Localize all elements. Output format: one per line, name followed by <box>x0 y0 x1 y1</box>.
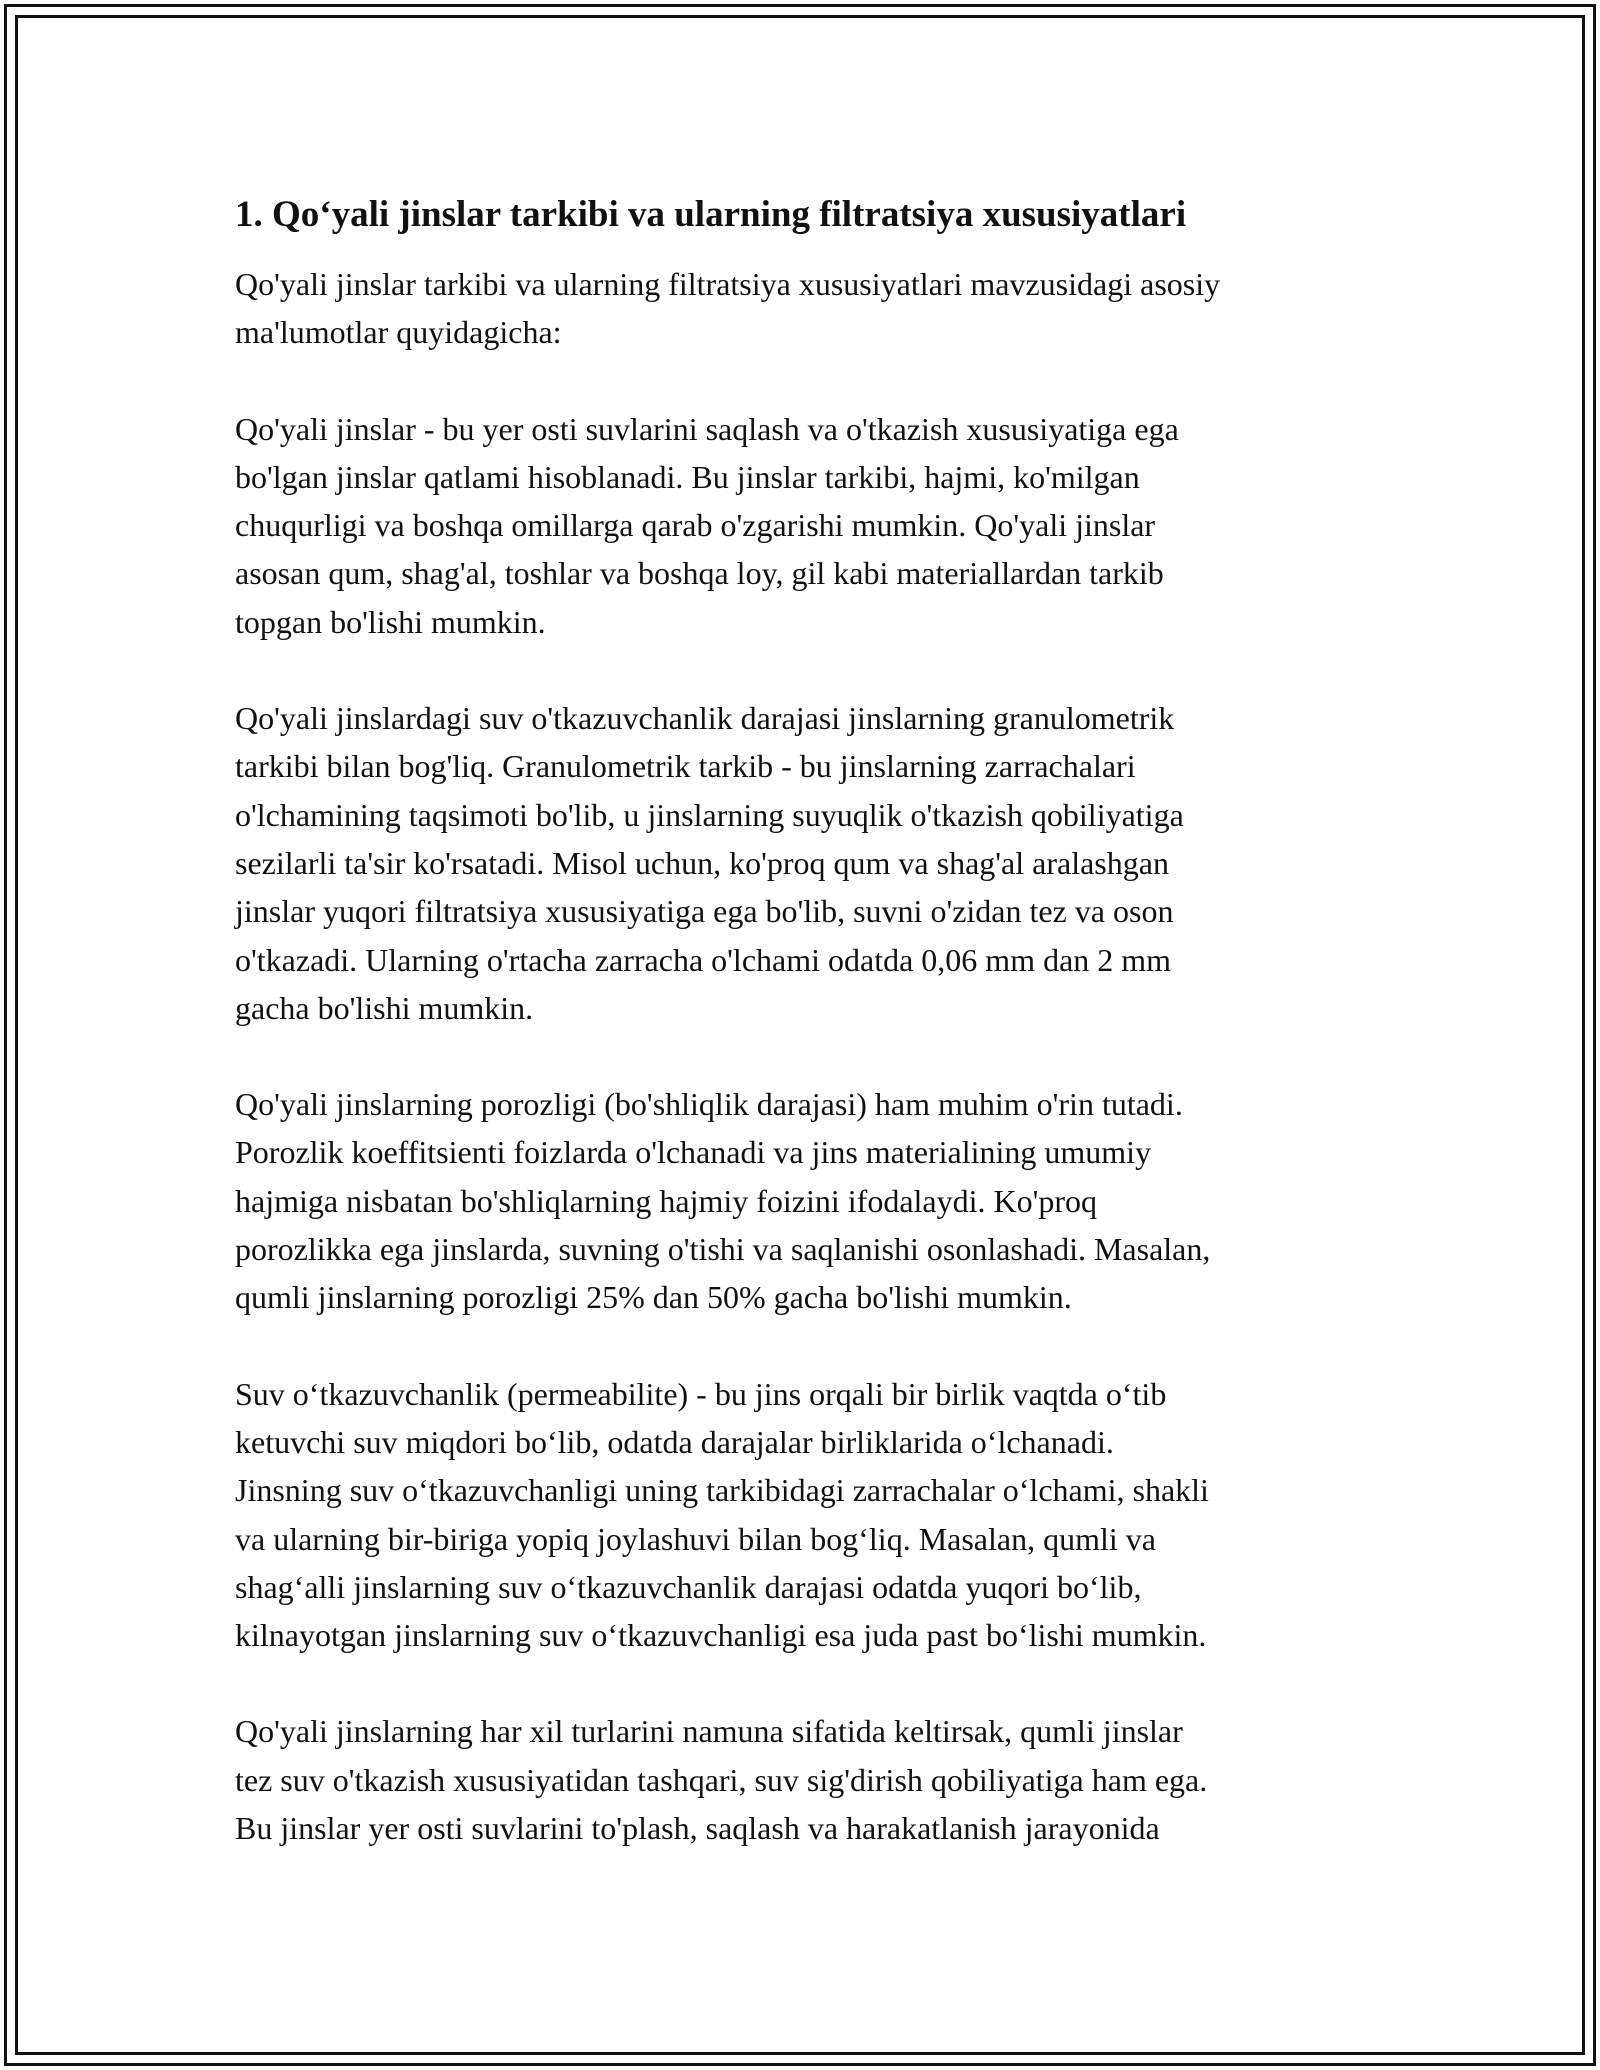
document-body <box>235 190 1375 1900</box>
paragraph-granulometric: Qo'yali jinslardagi suv o'tkazuvchanlik darajasi jinslarning granulometrik tarkibi bilan bog'liq. Granulometrik tarkib - bu jinslarning zarrachalari o'lchamining taqsimoti bo'lib, u jinslarning suyuqlik o'tkazish qobiliyatiga sezilarli ta'sir ko'rsatadi. Misol uchun, ko'proq qum va shag'al aralashgan jinslar yuqori filtratsiya xususiyatiga ega bo'lib, suvni o'zidan tez va oson o'tkazadi. Ularning o'rtacha zarracha o'lchami odatda 0,06 mm dan 2 mm gacha bo'lishi mumkin. <box>235 700 1184 1026</box>
paragraph-porosity: Qo'yali jinslarning porozligi (bo'shliqlik darajasi) ham muhim o'rin tutadi. Porozlik koeffitsienti foizlarda o'lchanadi va jins materialining umumiy hajmiga nisbatan bo'shliqlarning hajmiy foizini ifodalaydi. Ko'proq porozlikka ega jinslarda, suvning o'tishi va saqlanishi osonlashadi. Masalan, qumli jinslarning porozligi 25% dan 50% gacha bo'lishi mumkin. <box>235 1086 1211 1316</box>
paragraph-intro: Qo'yali jinslar tarkibi va ularning filtratsiya xususiyatlari mavzusidagi asosiy ma'lumotlar quyidagicha: <box>235 266 1221 351</box>
paragraph-definition: Qo'yali jinslar - bu yer osti suvlarini saqlash va o'tkazish xususiyatiga ega bo'lgan jinslar qatlami hisoblanadi. Bu jinslar tarkibi, hajmi, ko'milgan chuqurligi va boshqa omillarga qarab o'zgarishi mumkin. Qo'yali jinslar asosan qum, shag'al, toshlar va boshqa loy, gil kabi materiallardan tarkib topgan bo'lishi mumkin. <box>235 410 1179 640</box>
paragraph-examples: Qo'yali jinslarning har xil turlarini namuna sifatida keltirsak, qumli jinslar tez suv o'tkazish xususiyatidan tashqari, suv sig'dirish qobiliyatiga ham ega. Bu jinslar yer osti suvlarini to'plash, saqlash va harakatlanish jarayonida <box>235 1713 1208 1847</box>
paragraph-permeability: Suv o‘tkazuvchanlik (permeabilite) - bu jins orqali bir birlik vaqtda o‘tib ketuvchi suv miqdori bo‘lib, odatda darajalar birliklarida o‘lchanadi. Jinsning suv o‘tkazuvchanligi uning tarkibidagi zarrachalar o‘lchami, shakli va ularning bir-biriga yopiq joylashuvi bilan bog‘liq. Masalan, qumli va shag‘alli jinslarning suv o‘tkazuvchanlik darajasi odatda yuqori bo‘lib, kilnayotgan jinslarning suv o‘tkazuvchanligi esa juda past bo‘lishi mumkin. <box>235 1375 1209 1654</box>
section-heading: 1. Qo‘yali jinslar tarkibi va ularning filtratsiya xususiyatlari <box>235 194 1187 235</box>
